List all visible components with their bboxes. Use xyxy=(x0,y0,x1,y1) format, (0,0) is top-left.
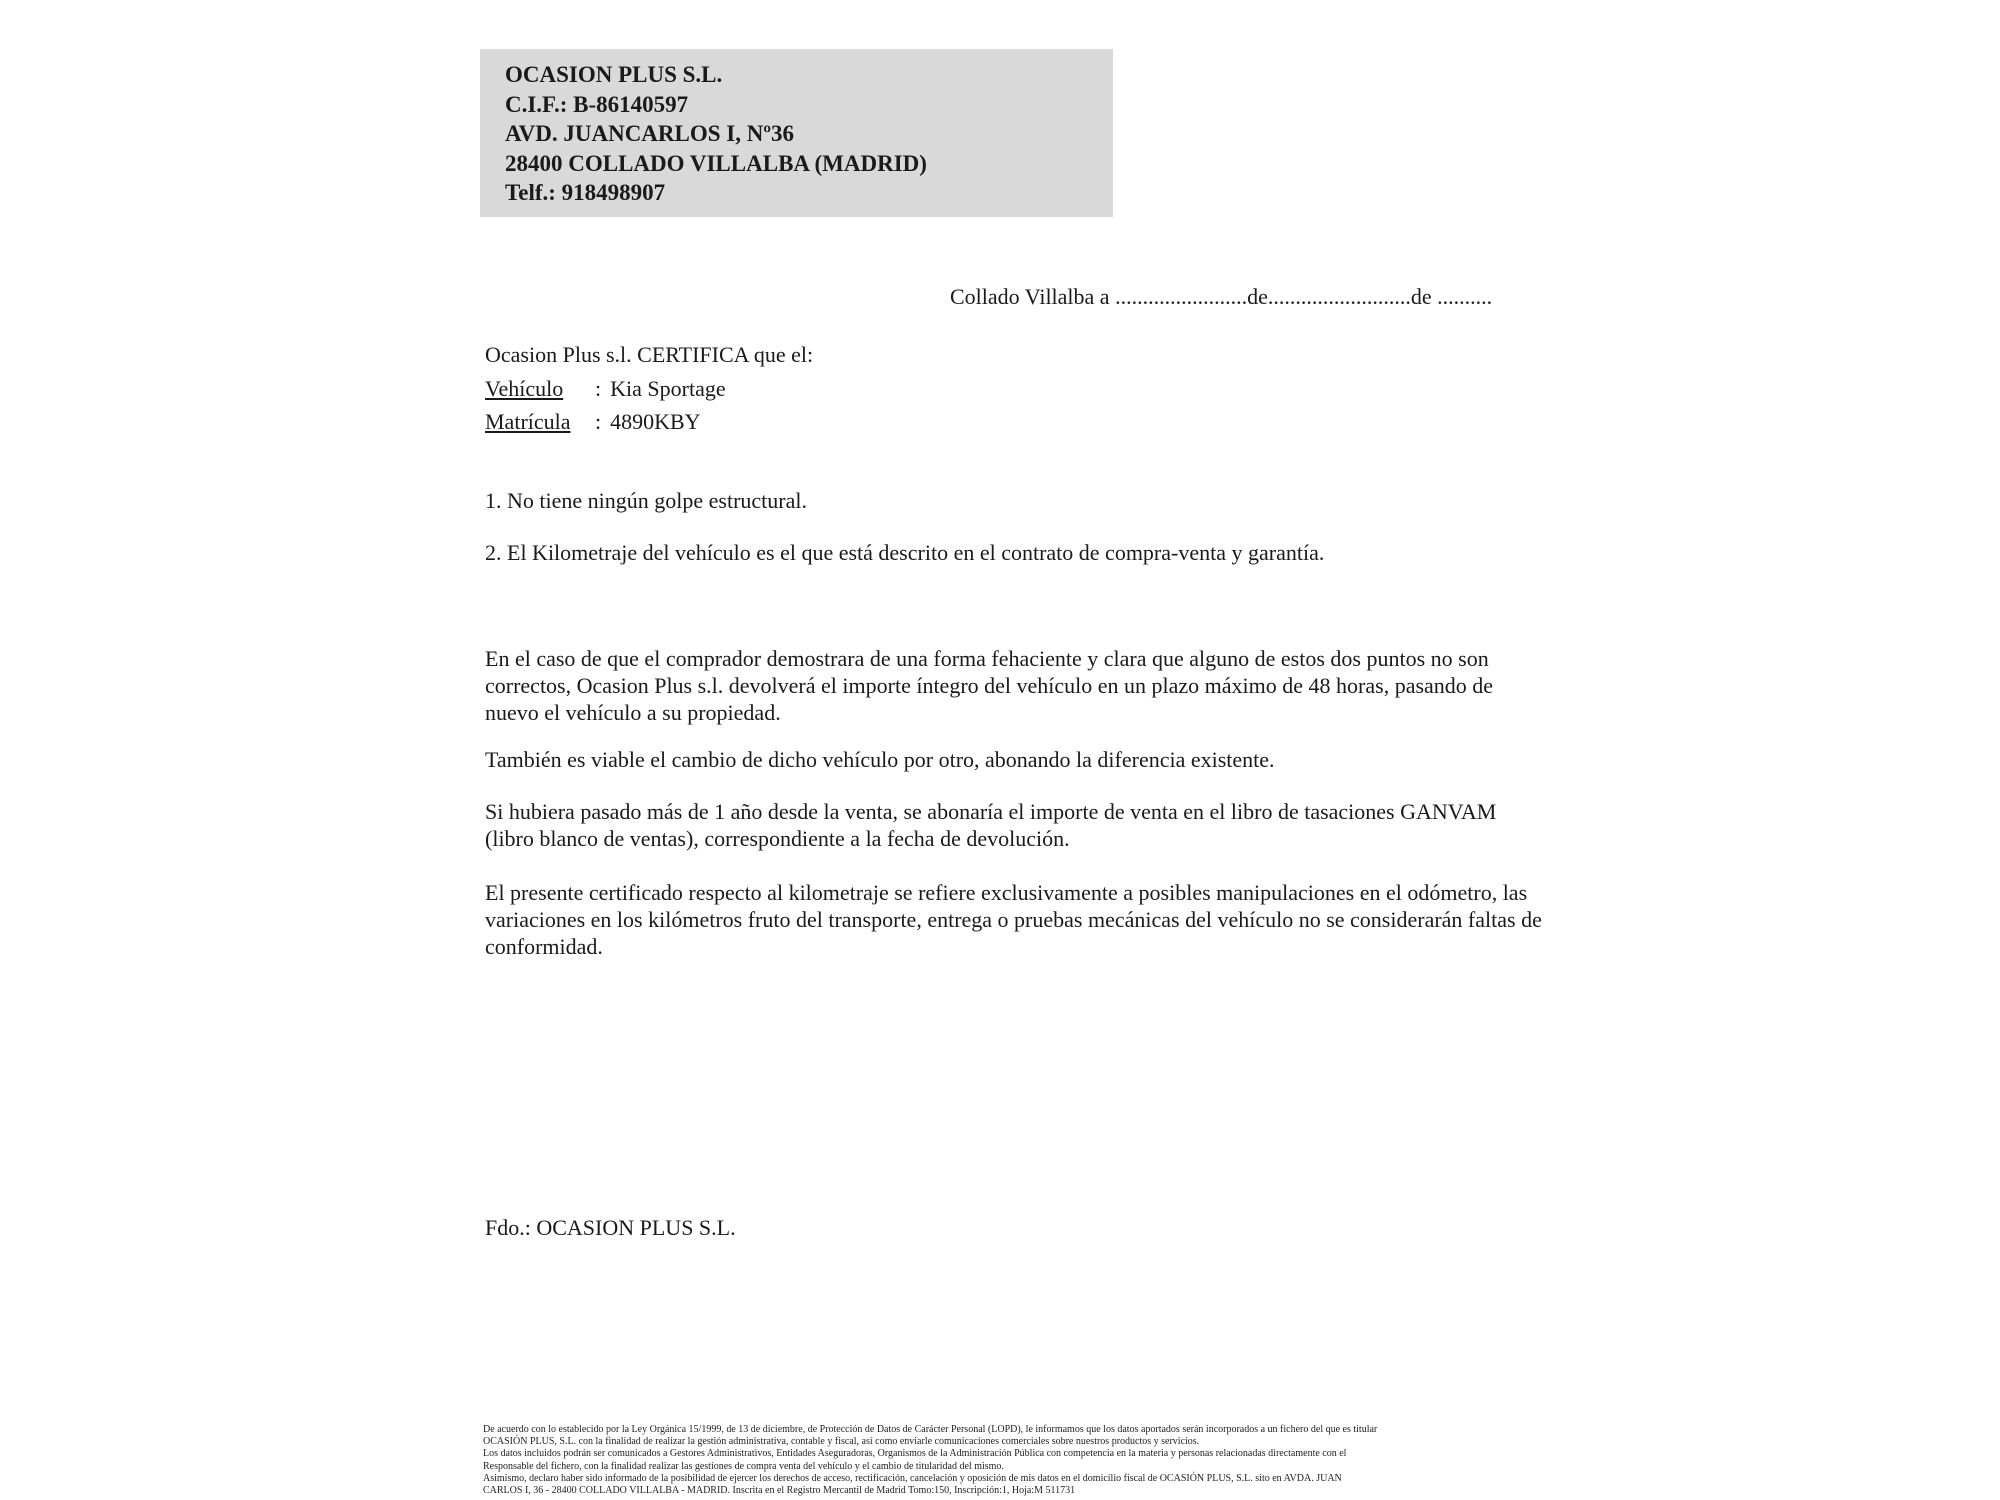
certify-statement: Ocasion Plus s.l. CERTIFICA que el: xyxy=(485,342,814,367)
signature-line: Fdo.: OCASION PLUS S.L. xyxy=(485,1215,736,1240)
legal-line-3: Los datos incluidos podrán ser comunicados a Gestores Administrativos, Entidades Aseguradoras, Organismos de la Administración Pública con competencia en la materia y personas relacionadas directamente con el xyxy=(483,1448,1347,1460)
company-phone: Telf.: 918498907 xyxy=(505,180,666,205)
condition-2: 2. El Kilometraje del vehículo es el que está descrito en el contrato de compra-venta y garantía. xyxy=(485,540,1325,565)
company-cif: C.I.F.: B-86140597 xyxy=(505,91,689,117)
paragraph-refund: En el caso de que el comprador demostrara de una forma fehaciente y clara que alguno de estos dos puntos no son correctos, Ocasion Plus s.l. devolverá el importe íntegro del vehículo en un plazo máximo de 48 horas, pasando de nuevo el vehículo a su propiedad. xyxy=(485,646,1494,725)
vehicle-separator: : xyxy=(595,375,602,401)
certificate-block xyxy=(485,338,813,439)
vehicle-value: Kia Sportage xyxy=(610,375,726,401)
company-city: 28400 COLLADO VILLALBA (MADRID) xyxy=(505,150,927,176)
paragraph-ganvam: Si hubiera pasado más de 1 año desde la venta, se abonaría el importe de venta en el libro de tasaciones GANVAM (libro blanco de ventas), correspondiente a la fecha de devolución. xyxy=(485,799,1497,851)
company-name: OCASION PLUS S.L. xyxy=(505,62,723,87)
paragraph-odometer: El presente certificado respecto al kilometraje se refiere exclusivamente a posibles manipulaciones en el odómetro, las variaciones en los kilómetros fruto del transporte, entrega o pruebas mecánicas del vehículo no se considerarán faltas de conformidad. xyxy=(485,880,1542,959)
company-header-box xyxy=(480,49,1113,217)
legal-line-6: CARLOS I, 36 - 28400 COLLADO VILLALBA - MADRID. Inscrita en el Registro Mercantil de Madrid Tomo:150, Inscripción:1, Hoja:M 511731 xyxy=(483,1485,1076,1497)
legal-line-5: Asimismo, declaro haber sido informado de la posibilidad de ejercer los derechos de acceso, rectificación, cancelación y oposición de mis datos en el domicilio fiscal de OCASIÓN PLUS, S.L. sito en AVDA. JUAN xyxy=(483,1472,1342,1484)
condition-1: 1. No tiene ningún golpe estructural. xyxy=(485,488,807,513)
plate-separator: : xyxy=(595,409,602,434)
paragraph-exchange: También es viable el cambio de dicho vehículo por otro, abonando la diferencia existente. xyxy=(485,747,1275,772)
legal-line-2: OCASIÓN PLUS, S.L. con la finalidad de realizar la gestión administrativa, contable y fiscal, así como enviarle comunicaciones comerciales sobre nuestros productos y servicios. xyxy=(483,1436,1200,1448)
vehicle-label-cell xyxy=(485,372,595,406)
plate-label-cell xyxy=(485,405,595,439)
legal-line-1: De acuerdo con lo establecido por la Ley Orgánica 15/1999, de 13 de diciembre, de Protección de Datos de Carácter Personal (LOPD), le informamos que los datos aportados serán incorporados a un fichero del que es titular xyxy=(483,1424,1378,1435)
plate-value: 4890KBY xyxy=(610,409,701,434)
legal-fineprint xyxy=(483,1424,1377,1497)
date-line: Collado Villalba a ........................de..........................de .......... xyxy=(950,284,1493,309)
plate-field xyxy=(485,405,813,439)
vehicle-field xyxy=(485,372,813,406)
plate-label: Matrícula xyxy=(485,409,571,434)
vehicle-label: Vehículo xyxy=(485,375,564,401)
company-address: AVD. JUANCARLOS I, Nº36 xyxy=(505,121,794,146)
legal-line-4: Responsable del fichero, con la finalidad realizar las gestiones de compra venta del vehículo y el cambio de titularidad del mismo. xyxy=(483,1460,1004,1472)
